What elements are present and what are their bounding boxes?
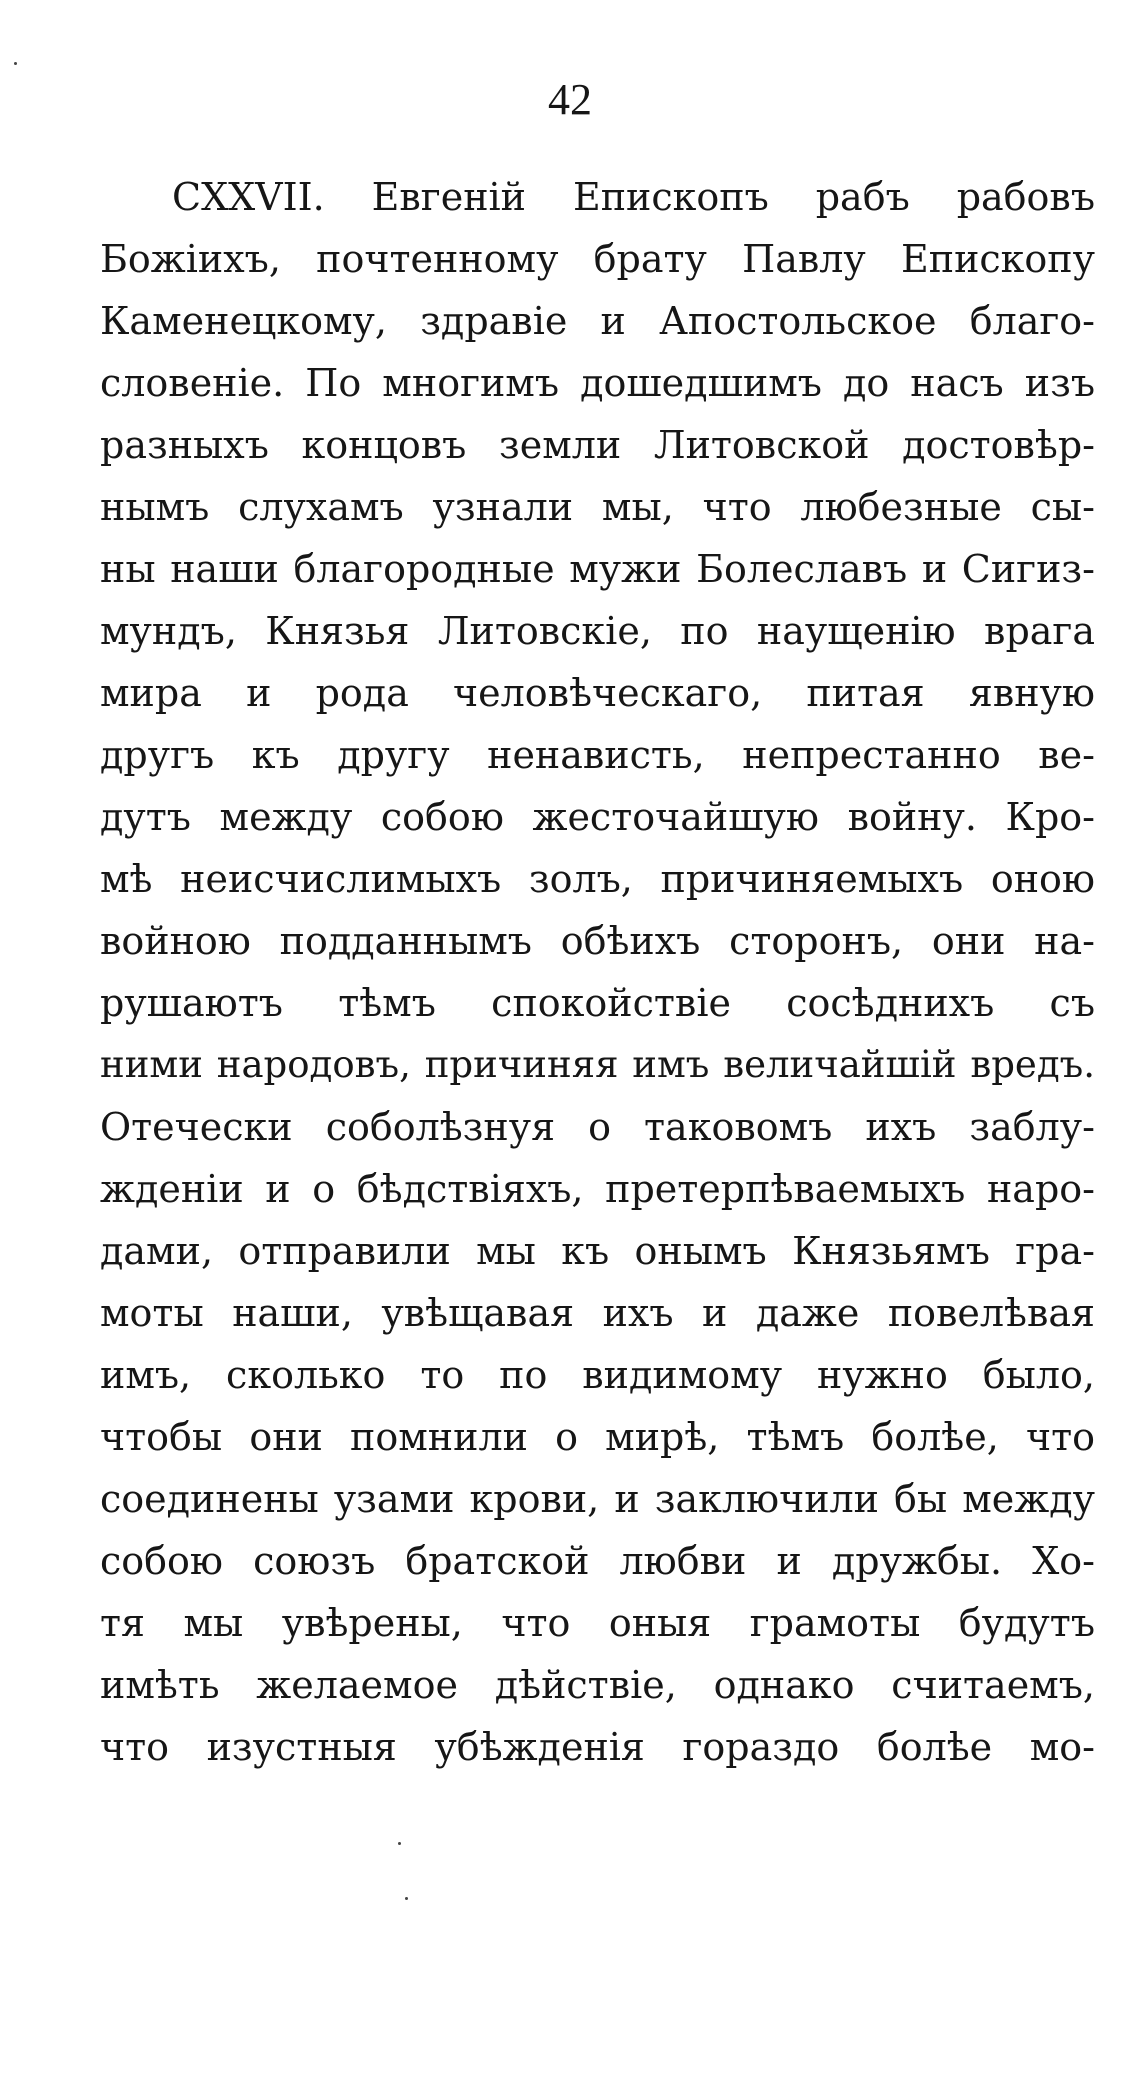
text-line: Божіихъ, почтенному брату Павлу Епископу — [100, 237, 1095, 281]
paper-speck — [14, 62, 17, 65]
paper-speck — [405, 1897, 408, 1900]
text-line: имъ, сколько то по видимому нужно было, — [100, 1353, 1095, 1397]
text-line: войною подданнымъ обѣихъ сторонъ, они на- — [100, 919, 1095, 963]
text-line: чтобы они помнили о мирѣ, тѣмъ болѣе, что — [100, 1415, 1095, 1459]
text-line: CXXVII. Евгеній Епископъ рабъ рабовъ — [172, 175, 1095, 219]
text-line: жденіи и о бѣдствіяхъ, претерпѣваемыхъ наро- — [100, 1167, 1095, 1211]
text-line: соединены узами крови, и заключили бы между — [100, 1477, 1095, 1521]
text-line: моты наши, увѣщавая ихъ и даже повелѣвая — [100, 1291, 1095, 1335]
paper-speck — [398, 1842, 401, 1845]
text-line: рушаютъ тѣмъ спокойствіе сосѣднихъ съ — [100, 981, 1095, 1025]
page-number: 42 — [548, 75, 592, 124]
text-line: мѣ неисчислимыхъ золъ, причиняемыхъ оною — [100, 857, 1095, 901]
body-text — [100, 166, 1095, 1778]
text-line: нымъ слухамъ узнали мы, что любезные сы- — [100, 485, 1095, 529]
text-line: Каменецкому, здравіе и Апостольское благо- — [100, 299, 1095, 343]
text-line: словеніе. По многимъ дошедшимъ до насъ изъ — [100, 361, 1095, 405]
text-line: что изустныя убѣжденія гораздо болѣе мо- — [100, 1725, 1095, 1769]
text-line: ны наши благородные мужи Болеславъ и Сигиз- — [100, 547, 1095, 591]
text-line: собою союзъ братской любви и дружбы. Хо- — [100, 1539, 1095, 1583]
text-line: тя мы увѣрены, что оныя грамоты будутъ — [100, 1601, 1095, 1645]
text-line: мундъ, Князья Литовскіе, по наущенію врага — [100, 609, 1095, 653]
text-line: разныхъ концовъ земли Литовской достовѣр- — [100, 423, 1095, 467]
text-line: другъ къ другу ненависть, непрестанно ве- — [100, 733, 1095, 777]
text-line: мира и рода человѣческаго, питая явную — [100, 671, 1095, 715]
text-line: ними народовъ, причиняя имъ величайшій вредъ. — [100, 1043, 1095, 1086]
text-line: Отечески соболѣзнуя о таковомъ ихъ заблу- — [100, 1105, 1095, 1149]
text-line: имѣть желаемое дѣйствіе, однако считаемъ, — [100, 1663, 1095, 1707]
text-line: дами, отправили мы къ онымъ Князьямъ гра- — [100, 1229, 1095, 1273]
text-line: дутъ между собою жесточайшую войну. Кро- — [100, 795, 1095, 839]
